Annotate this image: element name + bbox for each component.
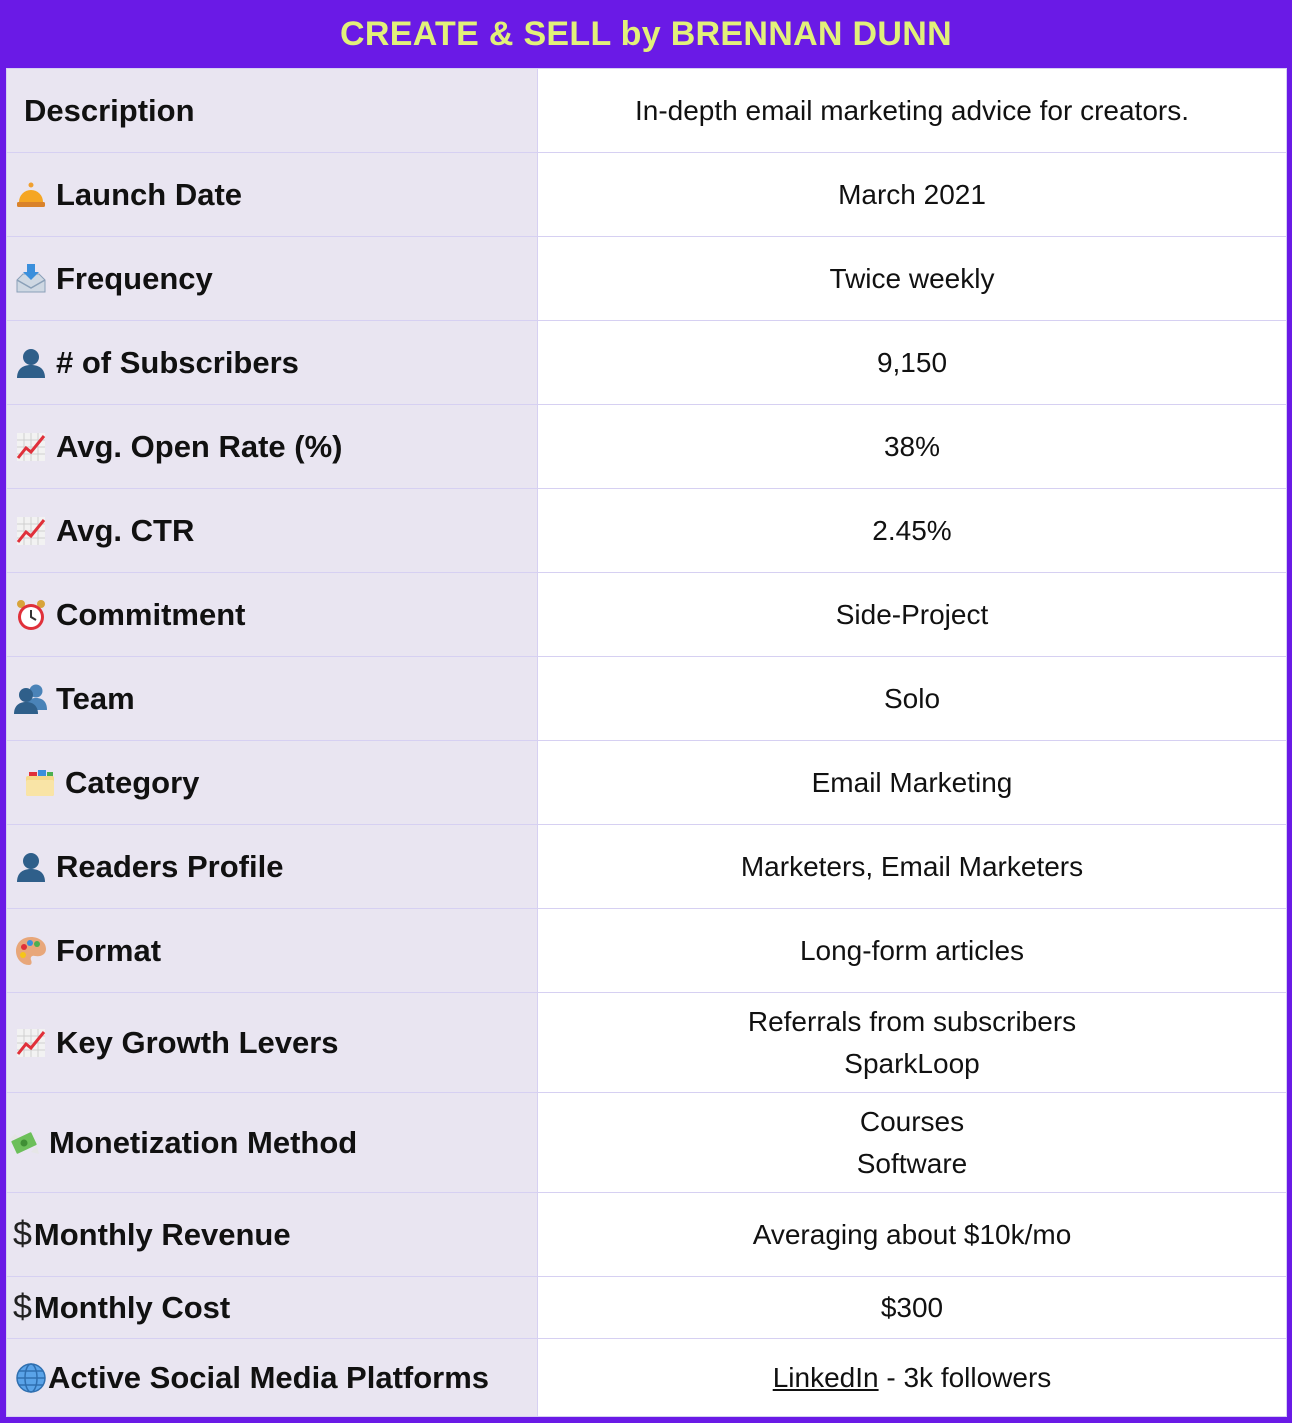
- row-value: [538, 993, 1287, 1093]
- row-value: Email Marketing: [538, 741, 1287, 825]
- table-row: [7, 321, 1287, 405]
- person-silhouette-icon: [14, 346, 48, 380]
- row-label: Monthly Revenue: [33, 1216, 291, 1252]
- table-row: [7, 1093, 1287, 1193]
- row-label-cell: [7, 1277, 538, 1339]
- row-label-cell: [7, 1093, 538, 1193]
- table-row: [7, 153, 1287, 237]
- table-row: [7, 825, 1287, 909]
- row-label: Readers Profile: [56, 848, 284, 884]
- row-label-cell: [7, 657, 538, 741]
- row-value: 2.45%: [538, 489, 1287, 573]
- table-row: [7, 573, 1287, 657]
- value-line: Referrals from subscribers: [747, 1005, 1077, 1037]
- row-label-cell: [7, 825, 538, 909]
- money-with-wings-icon: [7, 1126, 41, 1160]
- row-label: # of Subscribers: [56, 344, 299, 380]
- row-label-cell: [7, 405, 538, 489]
- row-value: $300: [538, 1277, 1287, 1339]
- row-value: [538, 1339, 1287, 1417]
- table-row: [7, 1339, 1287, 1417]
- table-row: [7, 741, 1287, 825]
- row-label-cell: [7, 1339, 538, 1417]
- table-row: [7, 237, 1287, 321]
- row-label: Key Growth Levers: [56, 1024, 339, 1060]
- row-label-cell: [7, 489, 538, 573]
- table-row: [7, 405, 1287, 489]
- card-title: CREATE & SELL by BRENNAN DUNN: [340, 14, 952, 53]
- row-label: Avg. CTR: [56, 512, 195, 548]
- row-label: Frequency: [56, 260, 213, 296]
- row-label-cell: [7, 153, 538, 237]
- row-label: Team: [56, 680, 135, 716]
- alarm-clock-icon: [14, 598, 48, 632]
- row-label: Monthly Cost: [33, 1289, 231, 1325]
- table-row: [7, 1277, 1287, 1339]
- chart-increasing-icon: [14, 430, 48, 464]
- table-row: [7, 69, 1287, 153]
- row-label: Category: [65, 764, 200, 800]
- row-label: Commitment: [56, 596, 246, 632]
- row-value: Marketers, Email Marketers: [538, 825, 1287, 909]
- row-value: In-depth email marketing advice for creators.: [538, 69, 1287, 153]
- table-row: [7, 489, 1287, 573]
- row-value: Twice weekly: [538, 237, 1287, 321]
- globe-icon: [14, 1361, 48, 1395]
- people-silhouette-icon: [14, 682, 48, 716]
- table-row: [7, 993, 1287, 1093]
- chart-increasing-icon: [14, 514, 48, 548]
- row-label-cell: [7, 237, 538, 321]
- table-row: [7, 1193, 1287, 1277]
- row-label: Description: [24, 92, 195, 128]
- table-row: [7, 657, 1287, 741]
- row-label: Format: [56, 932, 162, 968]
- row-label-cell: [7, 1193, 538, 1277]
- row-label-cell: [7, 69, 538, 153]
- value-line: SparkLoop: [844, 1047, 980, 1079]
- row-label: Avg. Open Rate (%): [56, 428, 343, 464]
- row-label-cell: [7, 321, 538, 405]
- dollar-sign-icon: $: [13, 1215, 32, 1253]
- dollar-sign-icon: $: [13, 1288, 32, 1326]
- value-line: Software: [856, 1147, 968, 1179]
- chart-increasing-icon: [14, 1026, 48, 1060]
- inbox-tray-icon: [14, 262, 48, 296]
- value-suffix: - 3k followers: [878, 1361, 1052, 1393]
- row-value: 9,150: [538, 321, 1287, 405]
- row-label: Monetization Method: [49, 1124, 358, 1160]
- bellhop-bell-icon: [14, 178, 48, 212]
- row-value: March 2021: [538, 153, 1287, 237]
- row-value: Side-Project: [538, 573, 1287, 657]
- person-silhouette-icon: [14, 850, 48, 884]
- info-table: [6, 68, 1287, 1417]
- row-label: Launch Date: [56, 176, 243, 212]
- row-value: 38%: [538, 405, 1287, 489]
- row-value: Averaging about $10k/mo: [538, 1193, 1287, 1277]
- table-row: [7, 909, 1287, 993]
- card-index-dividers-icon: [23, 766, 57, 800]
- linkedin-link[interactable]: LinkedIn: [772, 1361, 879, 1393]
- row-label-cell: [7, 993, 538, 1093]
- row-label: Active Social Media Platforms: [48, 1359, 490, 1395]
- artist-palette-icon: [14, 934, 48, 968]
- row-label-cell: [7, 741, 538, 825]
- value-line: Courses: [859, 1105, 965, 1137]
- row-label-cell: [7, 909, 538, 993]
- row-value: [538, 1093, 1287, 1193]
- row-value: Solo: [538, 657, 1287, 741]
- row-label-cell: [7, 573, 538, 657]
- row-value: Long-form articles: [538, 909, 1287, 993]
